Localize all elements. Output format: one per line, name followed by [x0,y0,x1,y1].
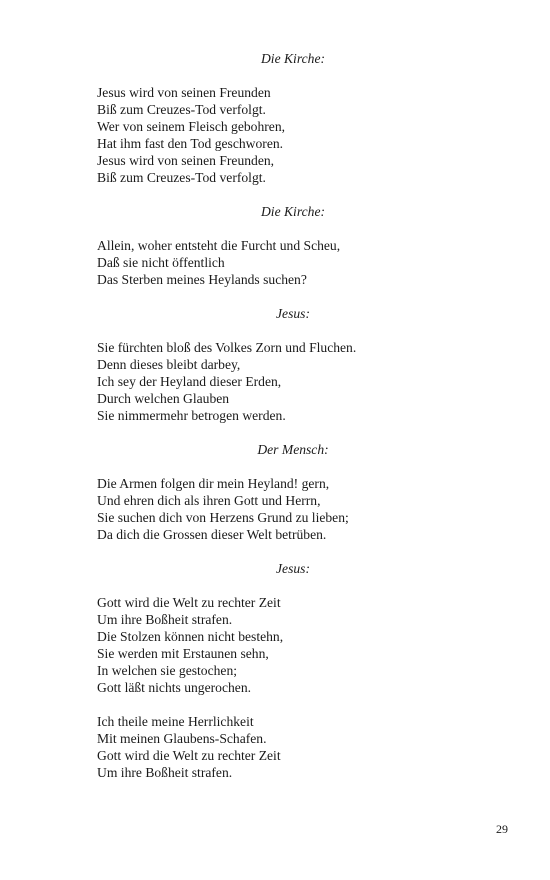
spacer [97,577,497,594]
verse-line: Gott läßt nichts ungerochen. [97,680,252,695]
spacer [97,288,497,305]
page-number: 29 [496,822,508,836]
spacer [97,186,497,203]
stanza [97,475,497,543]
speaker-heading: Die Kirche: [260,204,326,219]
verse-line: Gott wird die Welt zu rechter Zeit [97,748,281,763]
spacer [97,322,497,339]
verse-line: Da dich die Grossen dieser Welt betrüben. [97,527,327,542]
verse-line: Die Armen folgen dir mein Heyland! gern, [97,476,330,491]
speaker-heading: Der Mensch: [257,442,329,457]
verse-line: Die Stolzen können nicht bestehn, [97,629,284,644]
verse-line: Jesus wird von seinen Freunden [97,85,271,100]
speaker-heading: Die Kirche: [260,51,326,66]
verse-line: Sie nimmermehr betrogen werden. [97,408,286,423]
verse-line: Um ihre Boßheit strafen. [97,612,233,627]
speaker-heading: Jesus: [276,561,310,576]
speaker-heading: Jesus: [276,306,310,321]
stanza [97,339,497,424]
verse-line: Sie fürchten bloß des Volkes Zorn und Fluchen. [97,340,357,355]
verse-line: Mit meinen Glaubens-Schafen. [97,731,267,746]
spacer [97,458,497,475]
verse-line: Sie werden mit Erstaunen sehn, [97,646,269,661]
verse-line: Gott wird die Welt zu rechter Zeit [97,595,281,610]
verse-line: Denn dieses bleibt darbey, [97,357,241,372]
spacer [97,220,497,237]
verse-line: Um ihre Boßheit strafen. [97,765,233,780]
verse-line: Daß sie nicht öffentlich [97,255,225,270]
verse-line: Biß zum Creuzes-Tod verfolgt. [97,170,266,185]
verse-line: Wer von seinem Fleisch gebohren, [97,119,286,134]
libretto-text [97,50,497,781]
stanza [97,84,497,186]
verse-line: Und ehren dich als ihren Gott und Herrn, [97,493,321,508]
verse-line: Ich theile meine Herrlichkeit [97,714,254,729]
spacer [97,543,497,560]
stanza [97,713,497,781]
spacer [97,696,497,713]
stanza [97,237,497,288]
verse-line: Durch welchen Glauben [97,391,230,406]
verse-line: In welchen sie gestochen; [97,663,238,678]
verse-line: Hat ihm fast den Tod geschworen. [97,136,284,151]
stanza [97,594,497,696]
verse-line: Biß zum Creuzes-Tod verfolgt. [97,102,266,117]
verse-line: Sie suchen dich von Herzens Grund zu lieben; [97,510,349,525]
verse-line: Jesus wird von seinen Freunden, [97,153,275,168]
spacer [97,67,497,84]
verse-line: Das Sterben meines Heylands suchen? [97,272,307,287]
spacer [97,424,497,441]
verse-line: Ich sey der Heyland dieser Erden, [97,374,282,389]
verse-line: Allein, woher entsteht die Furcht und Scheu, [97,238,341,253]
